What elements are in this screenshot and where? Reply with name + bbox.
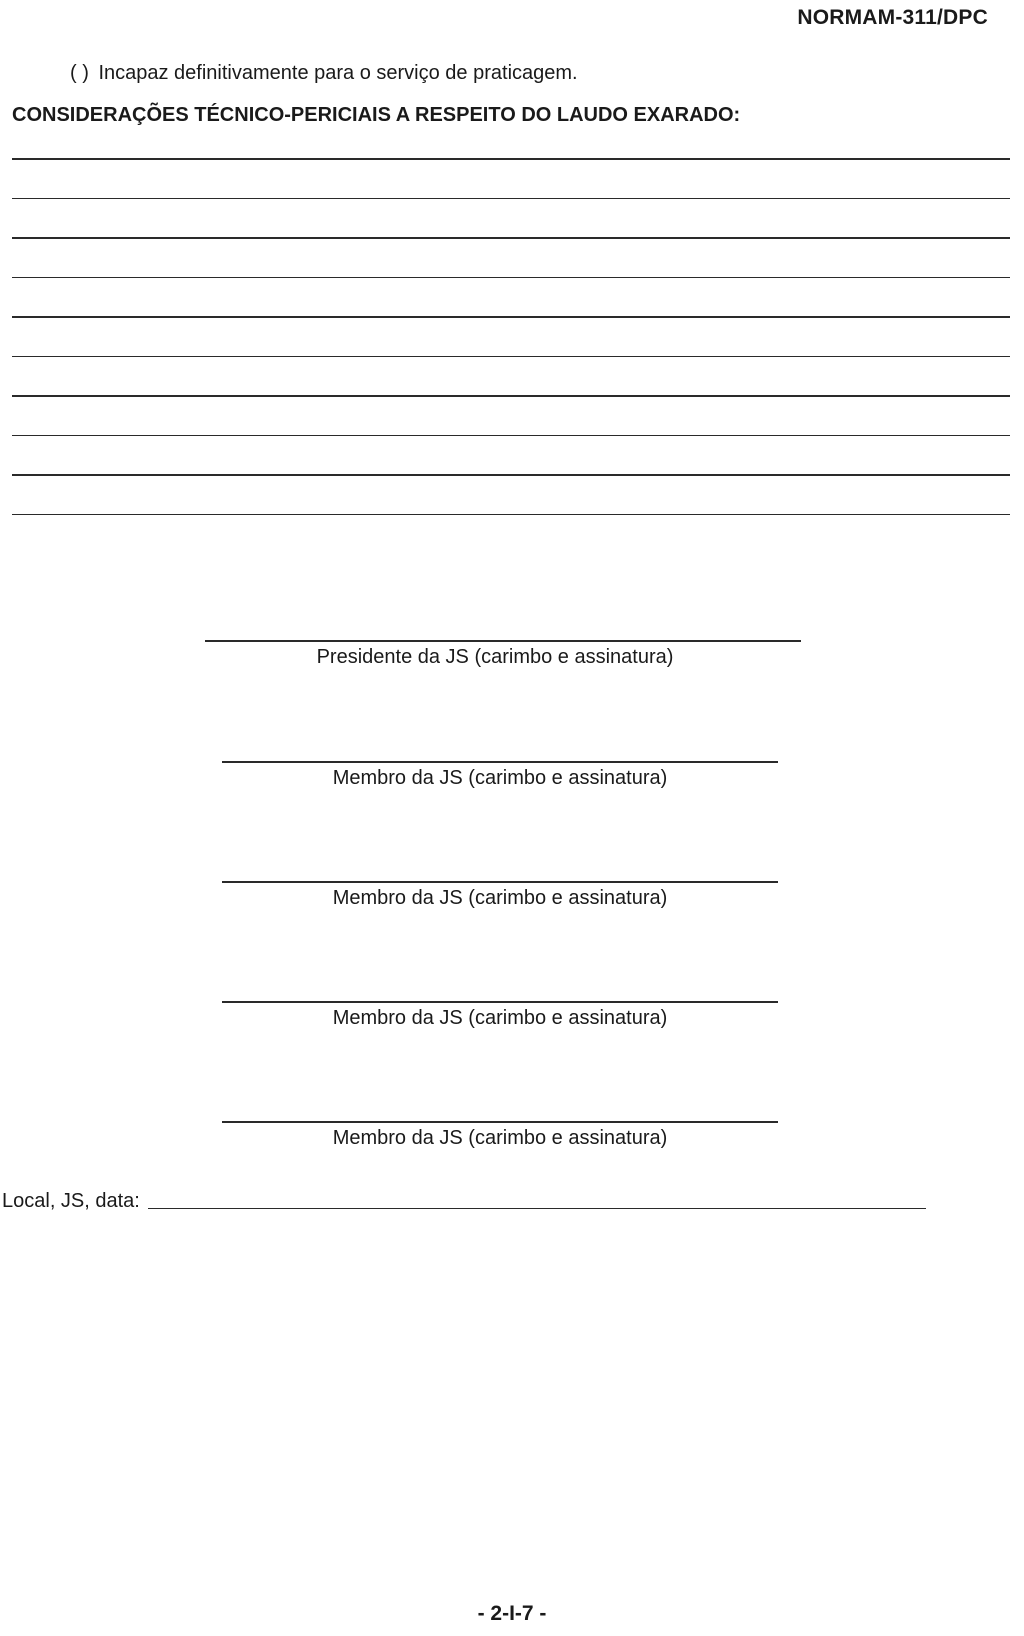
ruled-line	[12, 237, 1010, 239]
member-signature-label: Membro da JS (carimbo e assinatura)	[332, 1126, 668, 1149]
member-signature-block-1	[0, 761, 1024, 790]
member-signature-label: Membro da JS (carimbo e assinatura)	[332, 886, 668, 909]
member-signature-line[interactable]	[222, 761, 778, 763]
ruled-line	[12, 316, 1010, 318]
member-signature-line[interactable]	[222, 881, 778, 883]
page-number: - 2-I-7 -	[477, 1602, 547, 1625]
considerations-ruled-area[interactable]	[12, 158, 1010, 553]
ruled-line	[12, 395, 1010, 397]
ruled-line	[12, 158, 1010, 160]
ruled-line	[12, 435, 1010, 437]
incapable-option	[70, 62, 578, 85]
ruled-line	[12, 474, 1010, 476]
ruled-line	[12, 356, 1010, 358]
president-signature-line[interactable]	[205, 640, 801, 642]
local-date-row	[2, 1190, 926, 1213]
local-date-label: Local, JS, data:	[2, 1190, 140, 1212]
president-signature-label: Presidente da JS (carimbo e assinatura)	[316, 645, 674, 668]
member-signature-label: Membro da JS (carimbo e assinatura)	[332, 766, 668, 789]
president-signature-block	[0, 640, 1024, 669]
option-checkbox[interactable]: ( )	[70, 62, 89, 84]
local-date-fill-line[interactable]	[148, 1208, 926, 1210]
document-code: NORMAM-311/DPC	[797, 6, 988, 29]
member-signature-line[interactable]	[222, 1001, 778, 1003]
ruled-line	[12, 277, 1010, 279]
member-signature-label: Membro da JS (carimbo e assinatura)	[332, 1006, 668, 1029]
ruled-line	[12, 514, 1010, 516]
member-signature-line[interactable]	[222, 1121, 778, 1123]
member-signature-block-4	[0, 1121, 1024, 1150]
member-signature-block-3	[0, 1001, 1024, 1030]
section-heading: CONSIDERAÇÕES TÉCNICO-PERICIAIS A RESPEITO DO LAUDO EXARADO:	[12, 104, 741, 126]
option-text: Incapaz definitivamente para o serviço de praticagem.	[98, 62, 578, 84]
member-signature-block-2	[0, 881, 1024, 910]
ruled-line	[12, 198, 1010, 200]
